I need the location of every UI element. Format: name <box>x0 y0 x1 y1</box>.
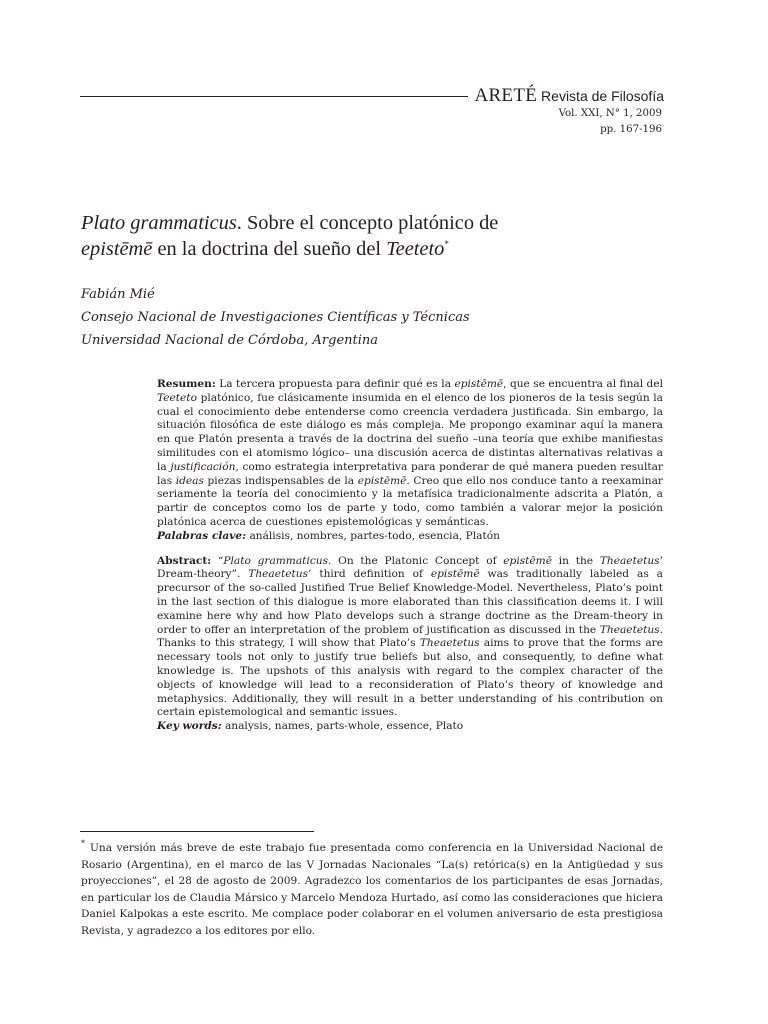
resumen-text: Teeteto <box>157 391 197 404</box>
resumen-text: piezas indispensables de la <box>203 474 358 487</box>
palabras-clave-label: Palabras clave: <box>157 529 247 542</box>
abstract-text: epistēmē <box>430 568 480 581</box>
resumen-text: ideas <box>175 474 204 487</box>
abstract-text: aims to prove that the forms are necessary tools not only to justify true beliefs but also, and consequently, to define what knowledge is. The upshots of this analysis with regard to the complex character of the objects of knowledge will lead to a reconsideration of Plato’s theory of knowledge and metaphysics. Additionally, they will result in a better understanding of his contribution on certain epistemological and semantic issues. <box>157 637 663 719</box>
title-part: Plato grammaticus <box>81 212 237 234</box>
journal-name: ARETÉ <box>474 85 538 106</box>
footnote <box>81 840 663 939</box>
resumen-text: platónico, fue clásicamente insumida en el elenco de los pioneros de la tesis según la cual el conocimiento debe entenderse como creencia verdadera justificada. Sin embargo, la situación filosófica de este diálogo es más compleja. Me propongo examinar aquí la manera en que Platón presenta a través de la doctrina del sueño –una teoría que exhibe manifiestas similitudes con el atomismo lógico– una discusión acerca de distintas alternativas relativas a la <box>157 391 663 473</box>
abstracts-section <box>157 378 663 734</box>
title-part: en la doctrina del sueño del <box>152 238 387 260</box>
abstract-text: was traditionally labeled as a precursor of the so-called Justified True Belief Knowledge-Model. Nevertheless, Plato’s point in the last section of this dialogue is more elaborated than this classification deems it. I will examine here why and how Plato develops such a strange doctrine as the Dream-theory in order to offer an interpretation of the problem of justification as discussed in the <box>157 568 663 636</box>
title-part: . Sobre el concepto platónico de <box>236 212 499 234</box>
abstract-text: epistēmē <box>503 554 552 567</box>
author-block <box>81 283 661 352</box>
abstract-text: “ <box>211 554 224 567</box>
footnote-rule <box>80 831 314 832</box>
resumen-text: Creo que ello nos conduce tanto a reexaminar seriamente la teoría del conocimiento y la metafísica tradicionalmente adscrita a Platón, a partir de conceptos como los de parte y todo, como también a valorar mejor la posición platónica acerca de cuestiones epistemológicas y semánticas. <box>157 474 663 528</box>
palabras-clave-list: análisis, nombres, partes-todo, esencia, Platón <box>246 529 500 542</box>
abstract-paragraph <box>157 555 663 721</box>
abstract-text: in the <box>551 554 600 567</box>
abstract-text: ’ third definition of <box>308 568 431 581</box>
abstract-text: . On the Platonic Concept of <box>328 554 504 567</box>
journal-subtitle: Revista de Filosofía <box>541 88 664 104</box>
article-title <box>81 210 641 262</box>
title-part: epistēmē <box>81 238 153 260</box>
resumen-paragraph <box>157 378 663 530</box>
abstract-text: ’ Dream-theory”. <box>157 554 663 581</box>
resumen-text: justificación, <box>170 460 239 473</box>
volume-number: Vol. XXI, N° 1, 2009 <box>558 108 662 119</box>
page-range: pp. 167-196 <box>600 124 662 135</box>
footnote-text: Una versión más breve de este trabajo fue presentada como conferencia en la Universidad Nacional de Rosario (Argentina), en el marco de las V Jornadas Nacionales “La(s) retórica(s) en la Antigüedad y sus proyecciones”, el 28 de agosto de 2009. Agradezco los comentarios de los participantes de esas Jornadas, en particular los de Claudia Mársico y Marcelo Mendoza Hurtado, así como las consideraciones que hiciera Daniel Kalpokas a este escrito. Me complace poder colaborar en el volumen aniversario de esta prestigiosa Revista, y agradezco a los editores por ello. <box>81 842 663 937</box>
abstract-text: Theaetetus <box>419 637 480 650</box>
resumen-text: epistēmē <box>454 378 504 390</box>
resumen-text: , que se encuentra al final del <box>503 378 663 390</box>
author-affiliation: Universidad Nacional de Córdoba, Argentina <box>81 333 379 348</box>
key-words-list: analysis, names, parts-whole, essence, Plato <box>221 720 464 733</box>
journal-header <box>474 86 664 106</box>
author-affiliation: Consejo Nacional de Investigaciones Científicas y Técnicas <box>81 310 470 325</box>
volume-info <box>559 106 662 138</box>
abstract-text: Theaetetus <box>599 623 660 636</box>
resumen-text: La tercera propuesta para definir qué es la <box>215 378 455 390</box>
title-footnote-mark: * <box>444 239 449 250</box>
resumen-text: como estrategia interpretativa para ponderar de qué manera pueden resultar las <box>157 460 663 487</box>
key-words-label: Key words: <box>157 720 222 733</box>
footnote-mark: * <box>81 839 85 848</box>
author-name: Fabián Mié <box>81 287 155 302</box>
abstract-text: Plato grammaticus <box>223 554 329 567</box>
section-spacer <box>157 544 663 555</box>
abstract-text: Theaetetus <box>248 568 309 581</box>
abstract-text: Theaetetus <box>599 554 660 567</box>
key-words <box>157 720 663 734</box>
palabras-clave <box>157 530 663 544</box>
abstract-label: Abstract: <box>157 554 212 567</box>
resumen-text: epistēmē. <box>357 474 410 487</box>
resumen-label: Resumen: <box>157 378 216 390</box>
abstract-text: . Thanks to this strategy, I will show that Plato’s <box>157 623 663 650</box>
title-part: Teeteto <box>386 238 445 260</box>
header-rule <box>80 96 468 97</box>
